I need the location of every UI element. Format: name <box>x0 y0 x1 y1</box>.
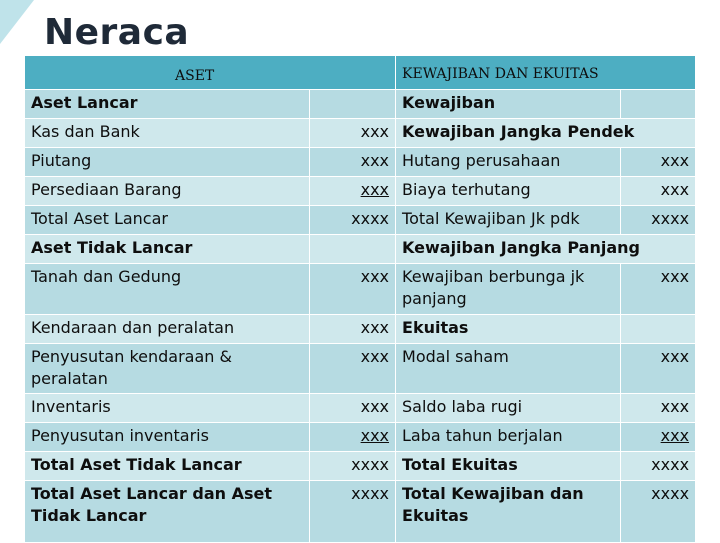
row-amount: xxx <box>310 148 396 177</box>
page-title: Neraca <box>44 12 190 53</box>
row-label: Persediaan Barang <box>25 177 310 206</box>
row-label: Kendaraan dan peralatan <box>25 315 310 344</box>
table-row <box>25 344 696 394</box>
table-row <box>25 206 696 235</box>
table-row <box>25 452 696 481</box>
row-amount <box>310 235 396 264</box>
table-row <box>25 423 696 452</box>
row-amount: xxxx <box>310 452 396 481</box>
row-label: Kas dan Bank <box>25 119 310 148</box>
row-amount-right: xxx <box>621 394 696 423</box>
row-amount: xxx <box>310 315 396 344</box>
table-row <box>25 264 696 315</box>
row-amount-right: xxx <box>621 264 696 315</box>
row-label: Total Aset Lancar <box>25 206 310 235</box>
row-label-right: Kewajiban Jangka Pendek <box>396 119 696 148</box>
row-label-right: Saldo laba rugi <box>396 394 621 423</box>
table-row <box>25 235 696 264</box>
row-label: Aset Lancar <box>25 90 310 119</box>
row-label: Piutang <box>25 148 310 177</box>
row-amount: xxx <box>310 119 396 148</box>
table-row <box>25 177 696 206</box>
row-label: Penyusutan kendaraan & peralatan <box>25 344 310 394</box>
row-amount-right: xxx <box>621 177 696 206</box>
row-amount: xxx <box>310 264 396 315</box>
header-kewajiban-ekuitas: KEWAJIBAN DAN EKUITAS <box>396 56 696 90</box>
row-label-right: Laba tahun berjalan <box>396 423 621 452</box>
row-label: Total Aset Tidak Lancar <box>25 452 310 481</box>
row-label-right: Total Kewajiban Jk pdk <box>396 206 621 235</box>
row-amount-right: xxxx <box>621 452 696 481</box>
row-label-right: Kewajiban <box>396 90 621 119</box>
table-row <box>25 148 696 177</box>
row-label-right: Total Kewajiban dan Ekuitas <box>396 481 621 543</box>
row-amount-right: xxx <box>621 423 696 452</box>
header-aset: ASET <box>25 56 396 90</box>
table-row <box>25 90 696 119</box>
table-row <box>25 119 696 148</box>
row-amount <box>310 90 396 119</box>
header-row <box>25 56 696 90</box>
table-row <box>25 481 696 543</box>
row-amount: xxx <box>310 423 396 452</box>
row-label: Penyusutan inventaris <box>25 423 310 452</box>
row-amount-right: xxx <box>621 148 696 177</box>
row-label-right: Ekuitas <box>396 315 621 344</box>
row-label-right: Kewajiban Jangka Panjang <box>396 235 696 264</box>
row-label: Total Aset Lancar dan Aset Tidak Lancar <box>25 481 310 543</box>
table-row <box>25 394 696 423</box>
row-amount: xxxx <box>310 206 396 235</box>
row-amount: xxx <box>310 177 396 206</box>
row-label: Aset Tidak Lancar <box>25 235 310 264</box>
row-label-right: Kewajiban berbunga jk panjang <box>396 264 621 315</box>
row-label: Tanah dan Gedung <box>25 264 310 315</box>
table-row <box>25 315 696 344</box>
row-amount-right <box>621 315 696 344</box>
row-amount: xxxx <box>310 481 396 543</box>
row-label-right: Total Ekuitas <box>396 452 621 481</box>
row-amount: xxx <box>310 394 396 423</box>
row-amount: xxx <box>310 344 396 394</box>
row-label-right: Modal saham <box>396 344 621 394</box>
corner-accent <box>0 0 34 44</box>
row-label: Inventaris <box>25 394 310 423</box>
row-label-right: Hutang perusahaan <box>396 148 621 177</box>
row-label-right: Biaya terhutang <box>396 177 621 206</box>
row-amount-right: xxxx <box>621 481 696 543</box>
row-amount-right: xxx <box>621 344 696 394</box>
balance-sheet-table <box>24 55 696 543</box>
row-amount-right <box>621 90 696 119</box>
row-amount-right: xxxx <box>621 206 696 235</box>
